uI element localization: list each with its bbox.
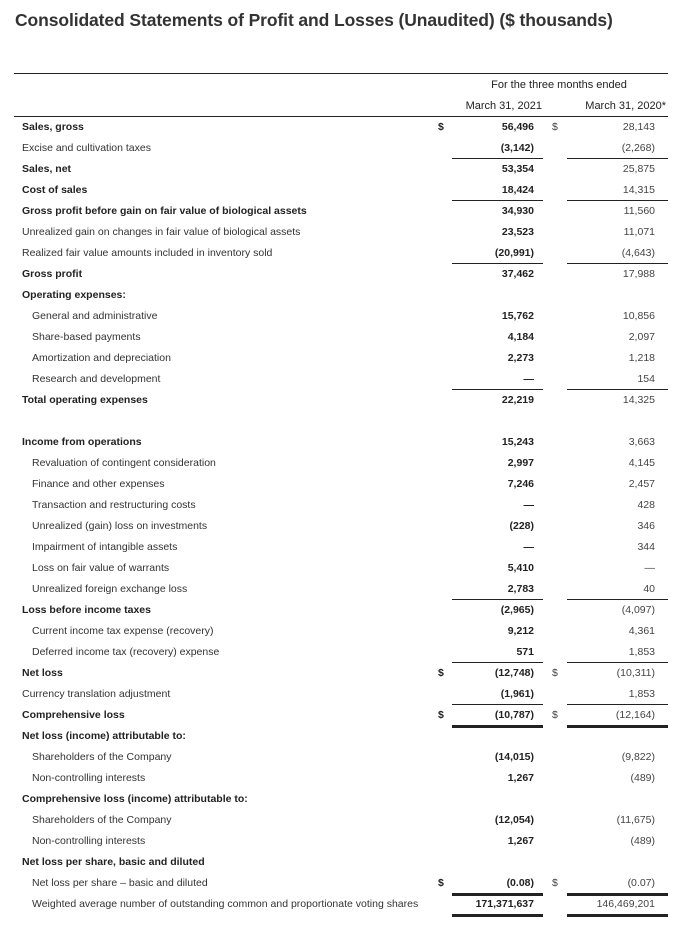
row-label: Cost of sales <box>22 184 88 196</box>
value-2021: 2,783 <box>507 583 534 595</box>
table-row <box>0 894 684 915</box>
value-2021: (1,961) <box>500 688 534 700</box>
value-2021: — <box>523 499 534 511</box>
row-label: Impairment of intangible assets <box>32 541 178 553</box>
value-2021: (228) <box>509 520 534 532</box>
table-row <box>0 390 684 411</box>
statement-table <box>0 117 684 915</box>
row-label: Net loss per share, basic and diluted <box>22 856 205 868</box>
table-row <box>0 348 684 369</box>
table-row <box>0 789 684 810</box>
table-row <box>0 474 684 495</box>
table-row <box>0 453 684 474</box>
value-2020: (9,822) <box>621 751 655 763</box>
value-2021: 1,267 <box>507 835 534 847</box>
value-2020: 28,143 <box>622 121 655 133</box>
row-spacer <box>0 411 684 432</box>
value-2020: 1,218 <box>628 352 655 364</box>
table-row <box>0 810 684 831</box>
table-row <box>0 264 684 285</box>
value-2021: 23,523 <box>501 226 534 238</box>
value-2020: 1,853 <box>628 646 655 658</box>
value-2020: 14,325 <box>622 394 655 406</box>
page-title: Consolidated Statements of Profit and Losses (Unaudited) ($ thousands) <box>15 10 613 30</box>
value-2021: 18,424 <box>501 184 534 196</box>
table-top-rule <box>14 73 668 74</box>
value-2020: (4,643) <box>621 247 655 259</box>
table-row <box>0 369 684 390</box>
value-2021: 2,273 <box>507 352 534 364</box>
value-2020: (11,675) <box>616 814 655 826</box>
row-label: Loss before income taxes <box>22 604 151 616</box>
table-row <box>0 117 684 138</box>
value-2020: 14,315 <box>622 184 655 196</box>
row-label: Revaluation of contingent consideration <box>32 457 216 469</box>
value-2021: 4,184 <box>507 331 534 343</box>
value-2020: 4,361 <box>628 625 655 637</box>
value-2020: (0.07) <box>627 877 655 889</box>
row-label: Total operating expenses <box>22 394 148 406</box>
row-label: Sales, net <box>22 163 72 175</box>
value-2020: 154 <box>637 373 655 385</box>
row-label: Amortization and depreciation <box>32 352 171 364</box>
row-label: Loss on fair value of warrants <box>32 562 170 574</box>
value-2021: 2,997 <box>507 457 534 469</box>
value-2020: 4,145 <box>628 457 655 469</box>
value-2021: 171,371,637 <box>475 898 534 910</box>
row-label: Excise and cultivation taxes <box>22 142 151 154</box>
value-2021: 9,212 <box>507 625 534 637</box>
value-2020: (4,097) <box>621 604 655 616</box>
table-row <box>0 558 684 579</box>
table-row <box>0 747 684 768</box>
row-label: Finance and other expenses <box>32 478 165 490</box>
currency-symbol-2020: $ <box>552 121 558 133</box>
row-label: Net loss <box>22 667 63 679</box>
value-2021: 15,243 <box>501 436 534 448</box>
table-row <box>0 705 684 726</box>
value-2020: 428 <box>637 499 655 511</box>
table-row <box>0 600 684 621</box>
period-header: For the three months ended <box>491 79 627 91</box>
row-label: Share-based payments <box>32 331 141 343</box>
row-label: Comprehensive loss (income) attributable to: <box>22 793 248 805</box>
row-label: Research and development <box>32 373 161 385</box>
currency-symbol-2020: $ <box>552 709 558 721</box>
value-2020: 3,663 <box>628 436 655 448</box>
value-2020: — <box>644 562 655 574</box>
value-2020: (489) <box>630 772 655 784</box>
value-2021: 5,410 <box>507 562 534 574</box>
column-header-2021: March 31, 2021 <box>465 100 542 112</box>
row-label: Currency translation adjustment <box>22 688 171 700</box>
value-2020: 11,071 <box>623 226 655 238</box>
table-row <box>0 663 684 684</box>
row-label: Shareholders of the Company <box>32 751 172 763</box>
row-label: Income from operations <box>22 436 142 448</box>
value-2020: 40 <box>643 583 655 595</box>
value-2020: (2,268) <box>621 142 655 154</box>
value-2020: 344 <box>637 541 655 553</box>
value-2021: 1,267 <box>507 772 534 784</box>
value-2020: (10,311) <box>616 667 655 679</box>
table-row <box>0 873 684 894</box>
table-row <box>0 222 684 243</box>
row-label: Comprehensive loss <box>22 709 125 721</box>
row-label: Sales, gross <box>22 121 84 133</box>
value-2020: (489) <box>630 835 655 847</box>
currency-symbol-2020: $ <box>552 877 558 889</box>
value-2021: (0.08) <box>506 877 534 889</box>
total-double-rule <box>452 914 543 917</box>
table-row <box>0 495 684 516</box>
value-2020: 346 <box>637 520 655 532</box>
value-2021: 37,462 <box>501 268 534 280</box>
value-2020: 2,457 <box>628 478 655 490</box>
table-row <box>0 726 684 747</box>
currency-symbol-2020: $ <box>552 667 558 679</box>
value-2020: 11,560 <box>623 205 655 217</box>
table-row <box>0 768 684 789</box>
table-row <box>0 306 684 327</box>
row-label: Deferred income tax (recovery) expense <box>32 646 220 658</box>
row-label: Unrealized (gain) loss on investments <box>32 520 208 532</box>
row-label: Net loss per share – basic and diluted <box>32 877 208 889</box>
currency-symbol-2021: $ <box>438 709 444 721</box>
row-label: Non-controlling interests <box>32 772 146 784</box>
value-2020: 2,097 <box>628 331 655 343</box>
value-2021: 7,246 <box>507 478 534 490</box>
value-2021: (2,965) <box>500 604 534 616</box>
row-label: Unrealized gain on changes in fair value of biological assets <box>22 226 301 238</box>
value-2021: (3,142) <box>500 142 534 154</box>
value-2021: (20,991) <box>494 247 534 259</box>
value-2020: 1,853 <box>628 688 655 700</box>
value-2021: — <box>523 541 534 553</box>
currency-symbol-2021: $ <box>438 121 444 133</box>
value-2021: 34,930 <box>501 205 534 217</box>
value-2021: 56,496 <box>501 121 534 133</box>
table-row <box>0 159 684 180</box>
table-row <box>0 537 684 558</box>
row-label: General and administrative <box>32 310 158 322</box>
currency-symbol-2021: $ <box>438 877 444 889</box>
value-2021: (10,787) <box>494 709 534 721</box>
table-row <box>0 831 684 852</box>
value-2021: 15,762 <box>501 310 534 322</box>
row-label: Gross profit before gain on fair value of biological assets <box>22 205 307 217</box>
currency-symbol-2021: $ <box>438 667 444 679</box>
value-2020: 10,856 <box>622 310 655 322</box>
table-row <box>0 642 684 663</box>
table-row <box>0 285 684 306</box>
value-2020: 146,469,201 <box>596 898 655 910</box>
table-row <box>0 621 684 642</box>
value-2021: — <box>523 373 534 385</box>
value-2020: 17,988 <box>622 268 655 280</box>
row-label: Unrealized foreign exchange loss <box>32 583 188 595</box>
row-label: Shareholders of the Company <box>32 814 172 826</box>
total-double-rule <box>567 914 668 917</box>
row-label: Net loss (income) attributable to: <box>22 730 186 742</box>
table-row <box>0 327 684 348</box>
value-2021: 571 <box>516 646 534 658</box>
table-row <box>0 516 684 537</box>
row-label: Current income tax expense (recovery) <box>32 625 214 637</box>
table-row <box>0 138 684 159</box>
value-2021: (12,054) <box>494 814 534 826</box>
table-row <box>0 180 684 201</box>
value-2020: (12,164) <box>615 709 655 721</box>
value-2021: 22,219 <box>501 394 534 406</box>
column-header-2020: March 31, 2020* <box>585 100 666 112</box>
table-row <box>0 243 684 264</box>
row-label: Transaction and restructuring costs <box>32 499 196 511</box>
row-label: Weighted average number of outstanding common and proportionate voting shares <box>32 898 419 910</box>
table-row <box>0 201 684 222</box>
row-label: Realized fair value amounts included in inventory sold <box>22 247 273 259</box>
table-row <box>0 432 684 453</box>
row-label: Gross profit <box>22 268 83 280</box>
row-label: Non-controlling interests <box>32 835 146 847</box>
table-row <box>0 684 684 705</box>
table-row <box>0 579 684 600</box>
value-2021: 53,354 <box>501 163 534 175</box>
row-label: Operating expenses: <box>22 289 126 301</box>
value-2021: (14,015) <box>494 751 534 763</box>
value-2020: 25,875 <box>622 163 655 175</box>
value-2021: (12,748) <box>494 667 534 679</box>
table-row <box>0 852 684 873</box>
